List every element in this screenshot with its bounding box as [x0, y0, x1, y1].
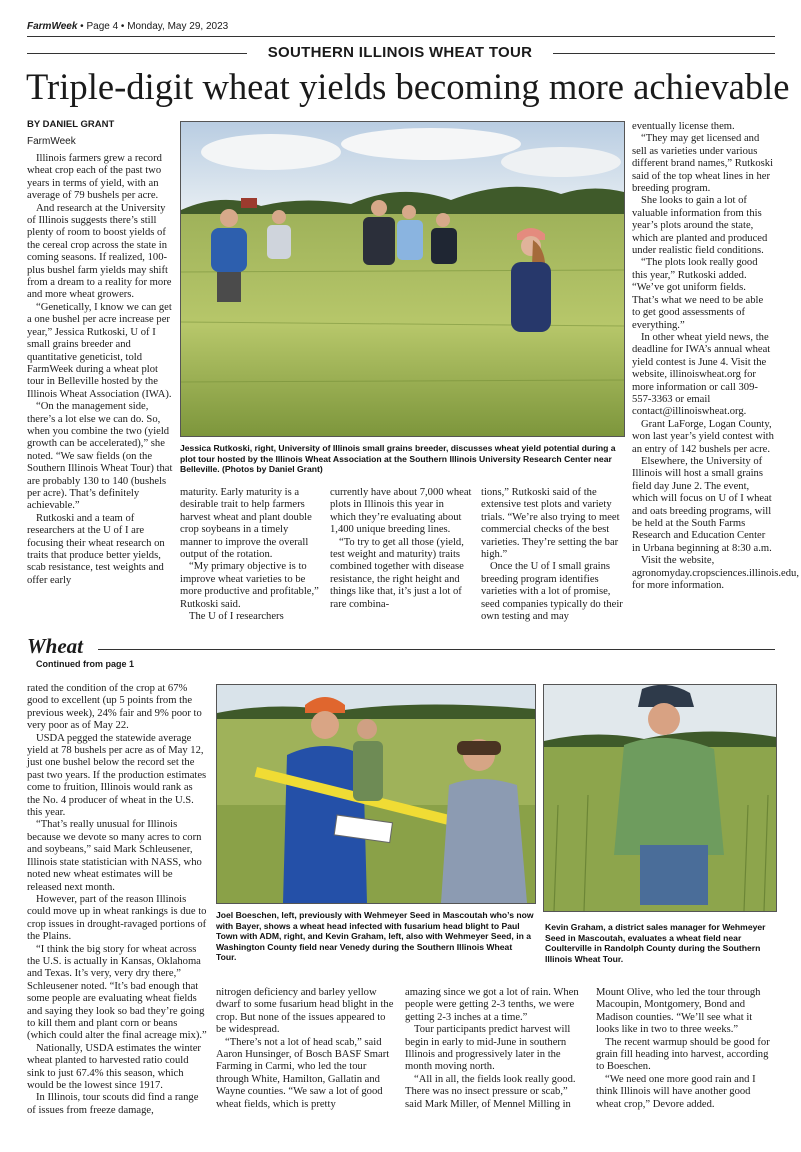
- paragraph: “There’s not a lot of head scab,” said Aaron Hunsinger, of Bosch BASF Smart Farming in Carmi, who led the tour through White, Hamilton, Gallatin and Wayne counties. “We saw a lot of good wheat fields, which is pretty: [216, 1036, 390, 1110]
- paragraph: “Genetically, I know we can get a one bushel per acre increase per year,” Jessica Rutkoski, U of I small grains breeder and quantitative geneticist, told FarmWeek during a wheat plot tour in Belleville hosted by the Illinois Wheat Association (IWA).: [27, 301, 172, 400]
- byline-outlet: FarmWeek: [27, 136, 76, 147]
- paragraph: “The plots look really good this year,” Rutkoski added. “We’ve got uniform fields. That’s what we need to be able to get good assessments of everything.”: [632, 257, 764, 331]
- paragraph: Mount Olive, who led the tour through Macoupin, Montgomery, Bond and Madison counties. “We’ll see what it looks like in two to three weeks.”: [596, 987, 761, 1036]
- headline: Triple-digit wheat yields becoming more achievable: [26, 66, 790, 107]
- paragraph: Tour participants predict harvest will begin in early to mid-June in southern Illinois and progressively later in the month moving north.: [405, 1024, 571, 1073]
- paragraph: Visit the website, agronomyday.cropsciences.illinois.edu, for more information.: [632, 555, 800, 592]
- paragraph: nitrogen deficiency and barley yellow dwarf to some fusarium head blight in the crop. But none of the issues appeared to be widespread.: [216, 987, 394, 1036]
- paragraph: “They may get licensed and sell as varieties under various different brand names,” Rutkoski said of the top wheat lines in her breeding program.: [632, 133, 774, 195]
- jump-photo-left: [216, 684, 536, 904]
- jump-continued: Continued from page 1: [36, 659, 135, 669]
- article-column-5: [632, 121, 800, 592]
- brand-name: FarmWeek: [27, 21, 78, 32]
- paragraph: She looks to gain a lot of valuable information from this year’s plots around the state, which are planted and produced under realistic field conditions.: [632, 195, 768, 257]
- paragraph: However, part of the reason Illinois could move up in wheat rankings is due to crop issues in drought-ravaged portions of the Plains.: [27, 893, 207, 943]
- article-column-2: [180, 487, 322, 623]
- paragraph: eventually license them.: [632, 121, 735, 132]
- paragraph: “On the management side, there’s a lot else we can do. So, when you combine the two (yield growth can be accelerated),” she noted. “We saw fields (on the Southern Illinois Wheat Tour) that are probably 130 to 140 (bushels per acre). That’s definitely achievable.”: [27, 401, 173, 512]
- page-header: [27, 21, 775, 35]
- jump-column-2: [216, 987, 394, 1111]
- paragraph: “I think the big story for wheat across the U.S. is actually in Kansas, Oklahoma and Texas. It’s very, very dry there,” Schleusener noted. “It’s bad enough that some people are evaluating wheat fields and saying they look so bad they’re going to kill them and plant corn or beans (which could alter the final acreage mix).”: [27, 943, 207, 1042]
- paragraph: “My primary objective is to improve wheat varieties to be more productive and profitable,” Rutkoski said.: [180, 561, 319, 610]
- paragraph: tions,” Rutkoski said of the extensive test plots and variety trials. “We’re also trying to meet commercial checks of the best varieties. They’re setting the bar high.”: [481, 487, 620, 561]
- section-title: SOUTHERN ILLINOIS WHEAT TOUR: [267, 44, 533, 61]
- paragraph: “That’s really unusual for Illinois because we devote so many acres to corn and soybeans,” said Mark Schleusener, Illinois state statistician with NASS, who noted new wheat estimates will be released next month.: [27, 819, 202, 893]
- jump-photo-right: [543, 684, 777, 912]
- jump-column-4: [596, 987, 776, 1111]
- section-rule-left: [27, 53, 247, 54]
- paragraph: The recent warmup should be good for grain fill heading into harvest, according to Boeschen.: [596, 1036, 770, 1073]
- paragraph: Once the U of I small grains breeding program identifies varieties with a lot of promise, seed companies typically do their own testing and may: [481, 561, 623, 623]
- main-photo: [180, 121, 625, 437]
- paragraph: In Illinois, tour scouts did find a range of issues from freeze damage,: [27, 1092, 199, 1116]
- paragraph: The U of I researchers: [189, 611, 284, 623]
- article-column-3: [330, 487, 472, 611]
- paragraph: Illinois farmers grew a record wheat crop each of the past two years in terms of yield, with an average of 79 bushels per acre.: [27, 153, 162, 202]
- jump-photo-left-caption: Joel Boeschen, left, previously with Wehmeyer Seed in Mascoutah who’s now with Bayer, shows a wheat head infected with fusarium head blight to Paul Town with ADM, right, and Kevin Graham, left, also with Wehmeyer Seed, in a Washington County field near Venedy during the Southern Illinois Wheat Tour.: [216, 910, 534, 963]
- paragraph: Elsewhere, the University of Illinois will host a small grains field day June 2. The event, which will focus on U of I wheat and oats breeding programs, will be held at the South Farms Research and Education Center in Urbana beginning at 8:30 a.m.: [632, 455, 772, 554]
- paragraph: In other wheat yield news, the deadline for IWA’s annual wheat yield contest is June 4. Visit the website, illinoiswheat.org for more information or call 309-557-3363 or email contact@illinoiswheat.org.: [632, 331, 771, 418]
- paragraph: Rutkoski and a team of researchers at the U of I are focusing their wheat research on traits that produce better yields, scab resistance, test weights and offer early: [27, 512, 165, 586]
- wheat-field-photo-illustration: [181, 122, 624, 436]
- section-rule-right: [553, 53, 775, 54]
- header-rule: [27, 36, 775, 37]
- jump-photo-right-caption: Kevin Graham, a district sales manager for Wehmeyer Seed in Mascoutah, evaluates a wheat field near Coulterville in Randolph County during the Southern Illinois Wheat Tour.: [545, 922, 766, 964]
- paragraph: Grant LaForge, Logan County, won last year’s yield contest with an entry of 142 bushels per acre.: [632, 418, 774, 455]
- paragraph: “To try to get all those (yield, test weight and maturity) traits combined together with disease resistance, the right height and things like that, it’s just a lot of rare combina-: [330, 536, 464, 610]
- paragraph: rated the condition of the crop at 67% good to excellent (up 5 points from the previous week), 24% fair and 9% poor to very poor as of May 22.: [27, 683, 202, 732]
- paragraph: And research at the University of Illinois suggests there’s still plenty of room to boost yields of the cereal crop across the state in coming seasons. If realized, 100-plus bushel farm yields may shift from a dream to a reality for more and more wheat growers.: [27, 202, 172, 301]
- main-photo-caption: Jessica Rutkoski, right, University of Illinois small grains breeder, discusses wheat yield potential during a plot tour hosted by the Illinois Wheat Association at the Southern Illinois University Research Center near Belleville. (Photos by Daniel Grant): [180, 443, 616, 475]
- paragraph: amazing since we got a lot of rain. When people were getting 2-3 tenths, we were getting 2-3 inches at a time.”: [405, 987, 579, 1023]
- field-evaluation-photo-illustration: [544, 685, 776, 911]
- paragraph: “We need one more good rain and I think Illinois will have another good wheat crop,” Devore added.: [596, 1073, 756, 1110]
- article-column-1: [27, 153, 175, 587]
- paragraph: USDA pegged the statewide average yield at 78 bushels per acre as of May 12, just one bushel below the record set the past two years. If the production estimates come to fruition, Illinois would rank as the No. 4 producer of wheat in the U.S. this year.: [27, 732, 207, 819]
- paragraph: maturity. Early maturity is a desirable trait to help farmers harvest wheat and plant double crop soybeans in a timely manner to improve the overall output of the rotation.: [180, 487, 312, 561]
- paragraph: Nationally, USDA estimates the winter wheat planted to harvested ratio could sink to just 67.4% this season, which would be the lowest since 1917.: [27, 1042, 201, 1091]
- byline: BY DANIEL GRANT: [27, 119, 115, 130]
- article-column-4: [481, 487, 623, 623]
- jump-title: Wheat: [27, 634, 84, 658]
- jump-rule: [98, 649, 775, 650]
- wheat-inspection-photo-illustration: [217, 685, 535, 903]
- paragraph: currently have about 7,000 wheat plots in Illinois this year in which they’re evaluating about 1,400 unique breeding lines.: [330, 487, 472, 536]
- jump-column-1: [27, 683, 208, 1117]
- paragraph: “All in all, the fields look really good. There was no insect pressure or scab,” said Mark Miller, of Mennel Milling in: [405, 1073, 576, 1110]
- page-meta: • Page 4 • Monday, May 29, 2023: [77, 21, 229, 32]
- jump-column-3: [405, 987, 585, 1111]
